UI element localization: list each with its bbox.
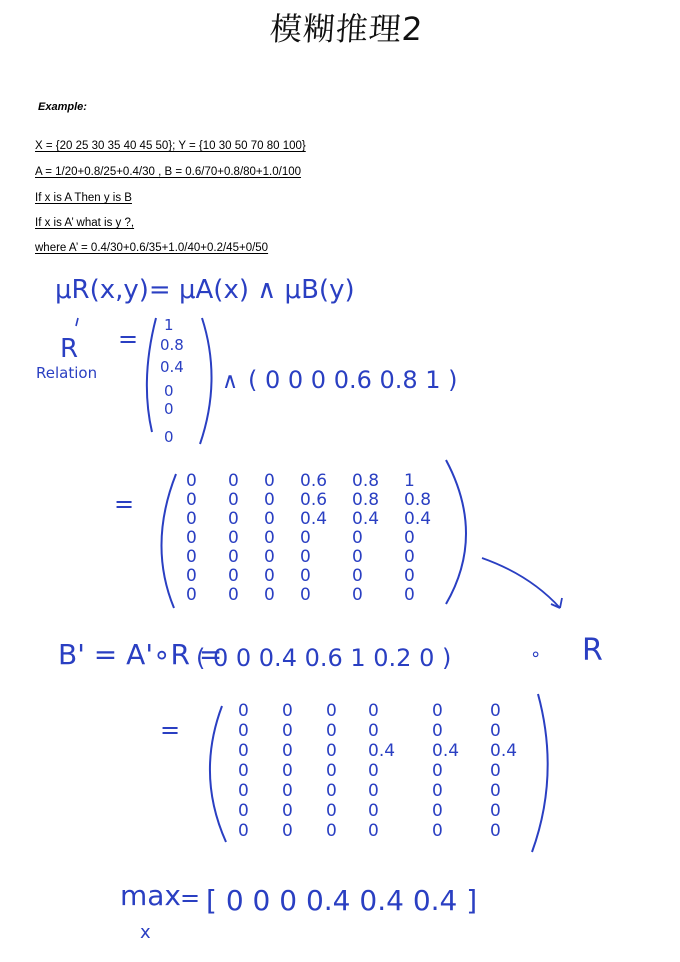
a-column-close-paren (200, 318, 212, 444)
matrix-cell: 0 (228, 471, 239, 491)
matrix-cell: 0 (432, 761, 443, 781)
matrix-cell: 0 (186, 471, 197, 491)
matrix-cell: 0 (432, 801, 443, 821)
matrix-cell: 0 (368, 721, 379, 741)
matrix-cell: 0 (352, 585, 363, 605)
max-result: [ 0 0 0 0.4 0.4 0.4 ] (206, 884, 478, 917)
matrix-cell: 0.8 (404, 490, 432, 510)
matrix-cell: 0.4 (432, 741, 460, 761)
matrix-cell: 0 (186, 566, 197, 586)
matrix-cell: 0.4 (352, 509, 380, 529)
equals-sign-2: = (114, 490, 135, 518)
matrix-cell: 0 (264, 528, 275, 548)
compose-operator: ∘ (530, 644, 542, 665)
matrix-cell: 0 (238, 821, 249, 841)
matrix-cell: 0 (300, 585, 311, 605)
matrix-cell: 0 (264, 566, 275, 586)
matrix-cell: 0 (228, 547, 239, 567)
matrix-cell: 0 (238, 761, 249, 781)
matrix-cell: 0 (228, 585, 239, 605)
max-subscript: x (140, 922, 151, 943)
matrix-cell: 0 (490, 721, 501, 741)
example-label: Example: (38, 101, 87, 113)
wedge-operator: ∧ (222, 369, 239, 394)
matrix-cell: 0 (228, 566, 239, 586)
matrix-cell: 0 (238, 801, 249, 821)
matrix-cell: 0 (368, 761, 379, 781)
matrix-cell: 0 (490, 801, 501, 821)
matrix-cell: 0 (368, 701, 379, 721)
matrix-cell: 0 (490, 821, 501, 841)
composition-lhs: B' = A'∘R = (58, 638, 223, 671)
equals-sign: = (118, 325, 139, 353)
matrix-cell: 0 (352, 547, 363, 567)
max-label: max (120, 879, 182, 912)
equals-sign-4: = (180, 884, 201, 912)
matrix-cell: 0 (490, 761, 501, 781)
matrix-cell: 0 (238, 721, 249, 741)
matrix-cell: 0 (490, 781, 501, 801)
b-row-vector: ( 0 0 0 0.6 0.8 1 ) (248, 366, 458, 394)
matrix-cell: 0 (300, 547, 311, 567)
prime-mark (76, 318, 78, 326)
matrix-cell: 0 (186, 509, 197, 529)
matrix-cell: 0 (228, 509, 239, 529)
matrix-cell: 0.6 (300, 490, 328, 510)
matrix-cell: 0 (282, 821, 293, 841)
matrix-cell: 0 (264, 490, 275, 510)
matrix-cell: 0 (352, 528, 363, 548)
matrix-cell: 0 (368, 801, 379, 821)
matrix-cell: 0 (228, 528, 239, 548)
matrix-cell: 0 (264, 585, 275, 605)
matrix-cell: 0 (282, 721, 293, 741)
matrix-cell: 0 (300, 528, 311, 548)
matrix-cell: 0 (352, 566, 363, 586)
matrix-cell: 0 (326, 721, 337, 741)
matrix-cell: 0.6 (300, 471, 328, 491)
matrix-cell: 0.4 (490, 741, 518, 761)
product-matrix-close-paren (532, 694, 548, 852)
matrix-cell: 0 (282, 701, 293, 721)
matrix-cell: 0 (282, 761, 293, 781)
matrix-cell: 1 (404, 471, 415, 491)
relation-matrix-close-paren (446, 460, 466, 604)
a-column-cell: 0 (164, 428, 174, 446)
matrix-cell: 0 (432, 721, 443, 741)
arrow-to-r (482, 558, 560, 608)
matrix-cell: 0 (300, 566, 311, 586)
equals-sign-3: = (160, 716, 181, 744)
matrix-cell: 0 (490, 701, 501, 721)
matrix-cell: 0 (282, 741, 293, 761)
problem-line-2: A = 1/20+0.8/25+0.4/30 , B = 0.6/70+0.8/80+1.0/100 (35, 166, 302, 178)
matrix-cell: 0 (404, 547, 415, 567)
matrix-cell: 0 (186, 490, 197, 510)
matrix-cell: 0 (186, 528, 197, 548)
problem-line-3: If x is A Then y is B (35, 192, 132, 204)
matrix-cell: 0 (238, 781, 249, 801)
matrix-cell: 0 (368, 821, 379, 841)
a-column-cell: 1 (164, 316, 174, 334)
a-column-cell: 0.8 (160, 336, 184, 354)
relation-matrix-open-paren (161, 474, 176, 608)
matrix-cell: 0 (404, 528, 415, 548)
matrix-cell: 0 (432, 781, 443, 801)
matrix-cell: 0 (282, 801, 293, 821)
relation-matrix (186, 471, 431, 605)
matrix-cell: 0 (186, 547, 197, 567)
a-column-cell: 0.4 (160, 358, 184, 376)
matrix-cell: 0 (326, 781, 337, 801)
matrix-cell: 0 (264, 471, 275, 491)
matrix-cell: 0.4 (300, 509, 328, 529)
a-column-cell: 0 (164, 382, 174, 400)
matrix-cell: 0 (404, 566, 415, 586)
product-matrix (238, 701, 517, 841)
matrix-cell: 0.4 (368, 741, 396, 761)
matrix-cell: 0.4 (404, 509, 432, 529)
matrix-cell: 0 (326, 761, 337, 781)
r-target: R (582, 633, 603, 668)
page-title: 模糊推理2 (268, 10, 425, 48)
matrix-cell: 0 (368, 781, 379, 801)
problem-line-1: X = {20 25 30 35 40 45 50}; Y = {10 30 50 70 80 100} (35, 140, 306, 152)
matrix-cell: 0.8 (352, 490, 380, 510)
product-matrix-open-paren (210, 706, 226, 842)
matrix-cell: 0 (264, 509, 275, 529)
matrix-cell: 0 (238, 741, 249, 761)
a-column-vector (160, 316, 184, 446)
matrix-cell: 0 (432, 821, 443, 841)
r-symbol: R (60, 334, 79, 364)
relation-caption: Relation (36, 364, 98, 382)
matrix-cell: 0 (432, 701, 443, 721)
problem-line-5: where A’ = 0.4/30+0.6/35+1.0/40+0.2/45+0/50 (35, 242, 269, 254)
matrix-cell: 0 (326, 701, 337, 721)
a-column-cell: 0 (164, 400, 174, 418)
matrix-cell: 0 (326, 801, 337, 821)
matrix-cell: 0 (282, 781, 293, 801)
matrix-cell: 0 (326, 821, 337, 841)
relation-formula: μR(x,y)= μA(x) ∧ μB(y) (55, 275, 355, 305)
matrix-cell: 0.8 (352, 471, 380, 491)
matrix-cell: 0 (186, 585, 197, 605)
matrix-cell: 0 (264, 547, 275, 567)
matrix-cell: 0 (404, 585, 415, 605)
matrix-cell: 0 (238, 701, 249, 721)
a-prime-row: ( 0 0 0.4 0.6 1 0.2 0 ) (196, 644, 452, 672)
matrix-cell: 0 (228, 490, 239, 510)
problem-line-4: If x is A’ what is y ?, (35, 217, 135, 229)
a-column-open-paren (147, 318, 156, 432)
matrix-cell: 0 (326, 741, 337, 761)
